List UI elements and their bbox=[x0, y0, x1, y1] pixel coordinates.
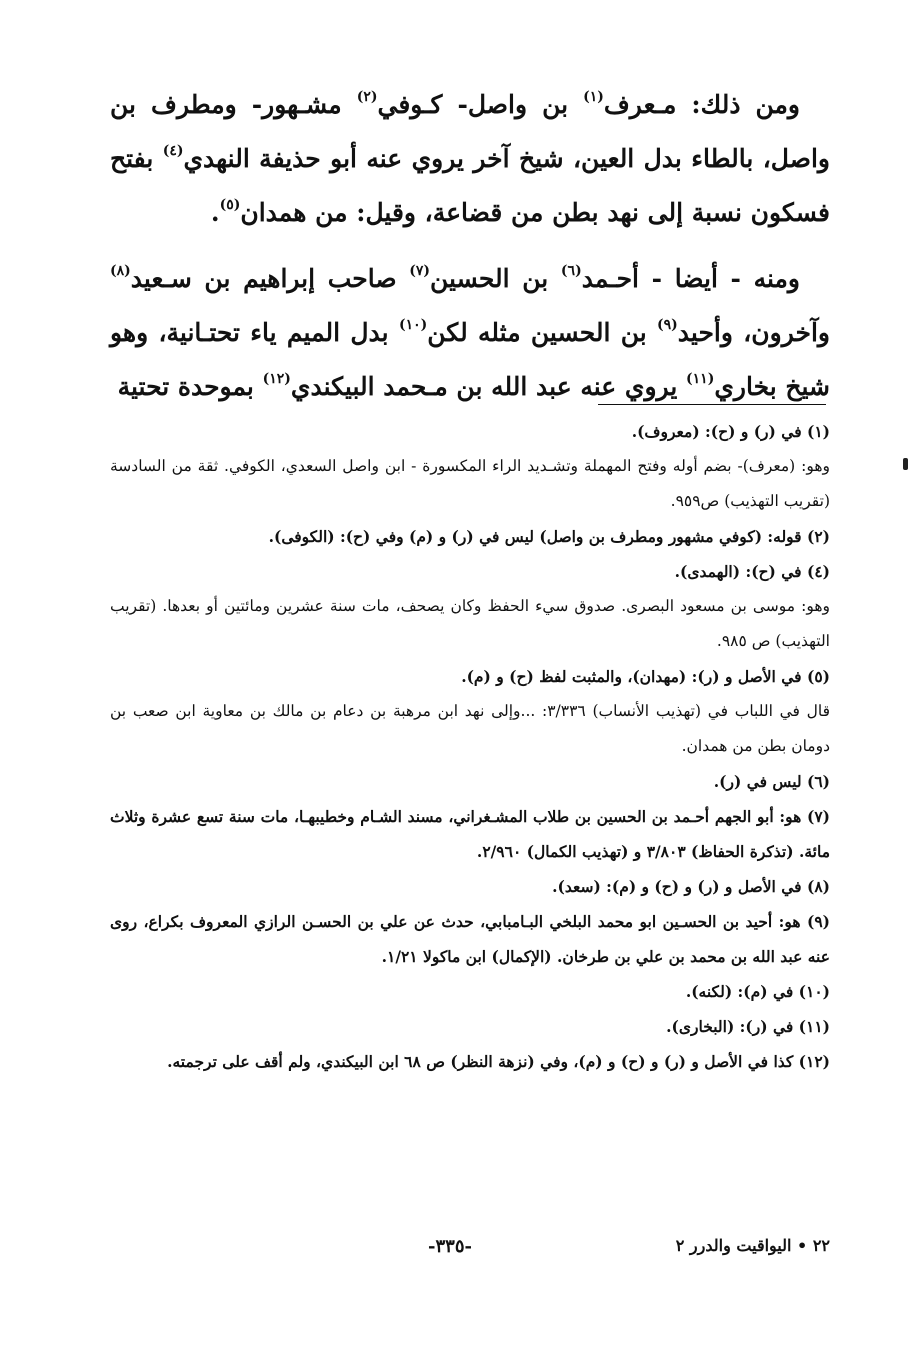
text-run: يروي عنه عبد الله بن مـحمد البيكندي bbox=[290, 372, 687, 401]
footnote-10: (١٠) في (م): (لكنه). bbox=[685, 982, 830, 1001]
footnote-4-commentary: وهو: موسى بن مسعود البصرى. صدوق سيء الحفظ وكان يصحف، مات سنة عشرين ومائتين أو بعدها. (تقريب التهذيب) ص ٩٨٥. bbox=[110, 597, 830, 650]
text-run: . bbox=[210, 198, 220, 227]
footnote-9: (٩) هو: أحيد بن الحسـين ابو محمد البلخي البـامبابي، حدث عن علي بن الحسـن الرازي المعروف بكراع، روى عنه عبد الله بن محمد بن علي بن طرخان. (الإكمال) ابن ماكولا ١/٢١. bbox=[110, 912, 830, 966]
footnote-ref: (٢) bbox=[356, 89, 378, 105]
footnote-5: (٥) في الأصل و (ر): (مهدان)، والمثبت لفظ (ح) و (م). bbox=[461, 667, 830, 686]
footnotes bbox=[110, 414, 830, 1079]
footnote-ref: (١١) bbox=[686, 371, 715, 387]
text-run: بدل الميم ياء تحتـانية، وهو شيخ بخاري bbox=[110, 318, 830, 401]
page-number: -٣٣٥- bbox=[428, 1236, 472, 1257]
text-run: بن واصل- كـوفي bbox=[377, 90, 584, 119]
footnote-5-commentary: قال في اللباب في (تهذيب الأنساب) ٣/٣٣٦: ...وإلى نهد ابن مرهبة بن دعام بن مالك بن معاوية ابن صعب بن دومان بطن من همدان. bbox=[110, 702, 831, 755]
text-run: مشـهور- ومطرف بن واصل، بالطاء بدل العين، شيخ آخر يروي عنه أبو حذيفة النهدي bbox=[110, 90, 830, 173]
footnote-4: (٤) في (ح): (الهمدى). bbox=[674, 562, 830, 581]
footnote-separator bbox=[598, 404, 826, 405]
scan-edge-mark bbox=[903, 458, 908, 470]
footnote-ref: (٥) bbox=[219, 197, 241, 213]
footnote-ref: (٨) bbox=[110, 263, 131, 279]
footnote-8: (٨) في الأصل و (ر) و (ح) و (م): (سعد). bbox=[552, 877, 830, 896]
main-paragraph-1 bbox=[110, 78, 830, 240]
text-run: بن الحسين مثله لكن bbox=[427, 318, 658, 347]
signature-mark: ٢٢ • اليواقيت والدرر ٢ bbox=[675, 1236, 830, 1255]
text-run: بموحدة تحتية bbox=[117, 372, 263, 401]
footnote-12: (١٢) كذا في الأصل و (ر) و (ح) و (م)، وفي (نزهة النظر) ص ٦٨ ابن البيكندي، ولم أقف على ترجمته. bbox=[167, 1052, 830, 1071]
text-run: ومنه - أيضا - أحـمد bbox=[581, 264, 800, 293]
footnote-1: (١) في (ر) و (ح): (معروف). bbox=[631, 422, 830, 441]
footnote-6: (٦) ليس في (ر). bbox=[713, 772, 830, 791]
footnote-ref: (٤) bbox=[162, 143, 184, 159]
text-run: ومن ذلك: مـعرف bbox=[603, 90, 801, 119]
main-paragraph-2 bbox=[110, 252, 830, 414]
text-run: بفتح فسكون نسبة إلى نهد بطن من قضاعة، وقيل: من همدان bbox=[110, 144, 830, 227]
footnote-1-commentary: وهو: (معرف)- بضم أوله وفتح المهملة وتشـديد الراء المكسورة - ابن واصل السعدي، الكوفي. ثقة من السادسة (تقريب التهذيب) ص٩٥٩. bbox=[110, 457, 830, 510]
footnote-ref: (٦) bbox=[560, 263, 582, 279]
footnote-ref: (٧) bbox=[409, 263, 431, 279]
text-run: بن الحسين bbox=[430, 264, 561, 293]
footnote-ref: (١٢) bbox=[262, 371, 291, 387]
main-text bbox=[110, 78, 830, 414]
footnote-ref: (١) bbox=[583, 89, 604, 105]
text-run: صاحب إبراهيم بن سـعيد bbox=[130, 264, 410, 293]
footnote-ref: (١٠) bbox=[398, 317, 428, 333]
footnote-ref: (٩) bbox=[657, 317, 678, 333]
footnote-11: (١١) في (ر): (البخارى). bbox=[666, 1017, 830, 1036]
text-run: وآخرون، وأحيد bbox=[677, 318, 830, 347]
footnote-2: (٢) قوله: (كوفي مشهور ومطرف بن واصل) ليس في (ر) و (م) وفي (ح): (الكوفى). bbox=[268, 527, 830, 546]
page-footer bbox=[110, 1236, 830, 1266]
footnote-7: (٧) هو: أبو الجهم أحـمد بن الحسين بن طلاب المشـغراني، مسند الشـام وخطيبهـا، مات سنة تسع عشرة وثلاث مائة. (تذكرة الحفاظ) ٣/٨٠٣ و (تهذيب الكمال) ٢/٩٦٠. bbox=[110, 807, 830, 861]
